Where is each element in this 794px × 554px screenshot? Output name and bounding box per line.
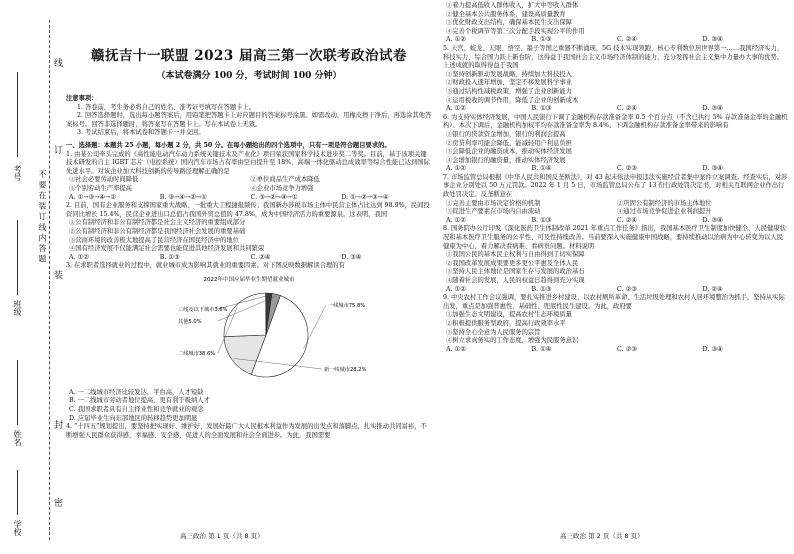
notice-item-3: 3. 考试结束后，将本试卷和答题卡一并交回。 xyxy=(77,129,205,137)
question-stem: 5. 天宫、蛟龙、天眼、悟空、墨子等国之重器不断涌现，5G 技术实现领跑，核心专利数位居世界第一……我国经济实力、科技实力、综合国力跃上新台阶，这得益于我国社会主义市场经济体制的能力，充分发挥社会主义集中力量办大事的优势。上述成就的取得得益于我国 xyxy=(443,44,784,70)
question-stem: 3. 在求职者选择就业的过程中，就业城市成为影响其就业的重要因素。对下图反映数据解读合理的有 xyxy=(66,262,345,270)
statement: ②房贷利率可能会降低，能减轻用户利息负担 xyxy=(446,139,572,147)
field-class: 班级 xyxy=(13,300,22,316)
statement: ①公有制经济和非公有制经济都是社会主义经济的重要组成部分 xyxy=(69,219,246,227)
choice-c: C. ②④ xyxy=(617,216,637,224)
pie-label-3: 二线城市38.6% xyxy=(178,350,216,357)
pie-chart xyxy=(66,271,432,389)
statement: ②健全基本公共服务体系，建设高质量教育 xyxy=(446,10,566,18)
statement: ④树立求真务实的工作态度，增强为民服务意识 xyxy=(446,337,579,345)
choice-row xyxy=(443,165,788,174)
pie-label-5: 其他5.0% xyxy=(178,318,202,325)
binding-mark-1: 线 xyxy=(52,58,62,68)
question-stem: 2. 目前，国有企业服务和支撑国家重大战略，一批重大工程捷报频传；我国新办涉税市场主体中民营主体占比达到 98.9%，民间投资同比增长 15.4%，民营企业进出口总值占我国外贸总值的 47.8%，成为中国经济活力的重要源泉。这表明，我国 xyxy=(66,202,430,218)
statement: ②单位商品生产成本降低 xyxy=(250,176,320,184)
statement: ②财政投入逐年增加，坚定不移发展科学事业 xyxy=(446,79,572,87)
pie-chart-svg xyxy=(66,271,432,389)
statement: ④国有经济发展不仅能满足社会需要也能促进其他经济发展和共同繁荣 xyxy=(69,245,265,253)
choice-c: C. ②④ xyxy=(617,105,637,113)
notice-heading: 注意事项： xyxy=(66,95,98,102)
statement: ②我国改革发展成果要更多更公平惠及全体人民 xyxy=(446,259,579,267)
footer-page-2: 高三政治 第 2 页（共 8 页） xyxy=(560,532,644,540)
choice-d: D. ③④ xyxy=(702,216,723,224)
statement: ①加强生态文明建设，提高农村生态环境质量 xyxy=(446,311,572,319)
choice-row xyxy=(443,346,788,355)
choice-d: D. ②④ xyxy=(702,285,723,293)
chart-title: 2022年中国应届毕业生期望就业城市 xyxy=(203,276,295,283)
statement: ④随着社会的发展，人民的权益日趋得到充分实现 xyxy=(446,277,585,284)
option-c: C. 我国求职者具有自主择业性和竞争就业的观念 xyxy=(69,406,204,414)
choice-d: D. ③④ xyxy=(702,165,723,173)
footer-page-1: 高三政治 第 1 页（共 8 页） xyxy=(180,532,264,540)
question-9 xyxy=(443,294,788,354)
question-8 xyxy=(443,225,788,294)
statement: ①着力提高低收入群体收入，扩大中等收入群体 xyxy=(446,2,579,9)
statement: ③通过结构性减税政策，增强了企业创新能力 xyxy=(446,87,572,95)
choice-b: B. ①④ xyxy=(531,345,552,353)
statement: ③坚持人民主体地位是国家生存与发展的政治基石 xyxy=(446,268,585,276)
question-stem: 7. 市场监管总局根据《中华人民共和国反垄断法》，对 43 起未依法申报违法实施经营者集中案件立案调查。经查实后，对涉事企业分别处以 50 万元罚款。2022 年 1 月 5 日，市场监管总局公布了 13 份行政处罚决定书，对相关互联网企业作出行政处罚决定。反垄断意在 xyxy=(443,173,788,199)
statement: ①银行的贷款资金增加，银行的利润会提高 xyxy=(446,130,566,138)
statement: ②公有制经济和非公有制经济都是我国经济社会发展的重要基础 xyxy=(69,227,246,235)
choice-b: B. ③→④→②→① xyxy=(159,193,207,201)
choice-c: C. ②④ xyxy=(617,36,637,44)
right-column xyxy=(443,2,788,354)
field-name: 姓名 xyxy=(13,430,22,446)
field-exam-number-line xyxy=(17,72,18,157)
left-column xyxy=(66,0,432,440)
pie-label-4: 三线及以下城市3.6% xyxy=(178,306,228,313)
notice-item-1: 1. 答卷前，考生务必将自己的姓名、准考证号填写在答题卡上。 xyxy=(77,103,256,111)
statement-row xyxy=(66,185,432,194)
choice-a: A. ①② xyxy=(446,285,466,293)
field-school: 学校 xyxy=(13,520,22,536)
question-4-continued xyxy=(443,2,788,45)
statement: ③促进生产要素在市场内自由流动 xyxy=(446,208,541,216)
pie-label-1: 一线城市75.8% xyxy=(328,302,366,309)
option-d: D. 应届毕业生向东部地区的转移趋势更加明显 xyxy=(69,414,198,422)
pie-label-2: 新一线城市28.2% xyxy=(324,366,367,373)
statement: ④完善个税调节等第三次分配手段实现公平的作用 xyxy=(446,27,585,35)
exam-title: 赣抚吉十一联盟 2023 届高三第一次联考政治试卷 xyxy=(91,48,407,64)
question-4-stem: 4. “十四五”规划提出，要坚持把实现好、维护好、发展好最广大人民根本利益作为发展的出发点和落脚点，扎实推动共同富裕，不断增强人民群众获得感、幸福感、安全感，促进人的全面发展和社会全面进步。为此，我国需要 xyxy=(66,423,427,439)
question-stem: 1. 由某公司牵头完成的《高性能电动汽车动力系统关键技术及产业化》项目荣获国家科学技术进步奖二等奖。目前，基于该项关键技术研发的自主 IGBT 芯片（电控系统）国内汽车市场占有率由空白提升至 18%，高端一体化驱动总成效率等综合性能已达到国际先进水平。对该企业加大科技创新的传导路径理解正确的是 xyxy=(66,150,430,175)
choice-row xyxy=(443,286,788,295)
binding-margin xyxy=(0,0,62,554)
section-heading: 一、选择题：本题共 25 小题，每小题 2 分，共 50 分。在每小题给出的四个选项中，只有一项是符合题目要求的。 xyxy=(66,141,391,149)
exam-subtitle: （本试卷满分 100 分，考试时间 100 分钟） xyxy=(156,71,342,81)
choice-d: D. ③④ xyxy=(702,36,723,44)
question-1 xyxy=(66,151,432,203)
option-a: A. 一二线城市经济比较发达，平台高，人才短缺 xyxy=(69,388,204,396)
statement: ③个别劳动生产率提高 xyxy=(69,184,132,192)
choice-d: D. ③④ xyxy=(702,105,723,113)
binding-mark-2: 订 xyxy=(52,145,62,155)
choice-row xyxy=(443,36,788,45)
question-7 xyxy=(443,174,788,226)
choice-a: A. ①② xyxy=(446,36,466,44)
statement: ④会增加银行的融资量，推动实体经济发展 xyxy=(446,156,566,164)
choice-d: D. ③④ xyxy=(702,345,723,353)
statement: ③会降低企业的融资成本，推动实体经济发展 xyxy=(446,148,572,156)
choice-b: B. ①③ xyxy=(531,285,552,293)
choice-d: D. ③④ xyxy=(341,253,362,261)
statement: ④通过市场竞争促进企业利润提升 xyxy=(617,208,712,216)
notice-item-2: 2. 回答选择题时，选出每小题答案后，用铅笔把答题卡上对应题目的答案标号涂黑。如需改动，用橡皮擦干净后，再选涂其他答案标号。回答非选择题时，将答案写在答题卡上。写在本试卷上无效。 xyxy=(66,112,432,128)
choice-c: C. ②③ xyxy=(617,285,637,293)
question-5 xyxy=(443,45,788,114)
question-stem: 8. 国务院办公厅印发《深化医药卫生体制改革 2021 年重点工作任务》指出，我国基本医疗卫生制度加快健全，人民健康状况和基本医疗卫生服务的公平性、可及性持续改善。当前要深入实施健康中国战略，要持续推动以治病为中心转变为以人民健康为中心，着力解决看病难、看病贵问题。材料说明 xyxy=(443,225,786,250)
question-3 xyxy=(66,262,432,423)
question-stem: 9. 中央农村工作会议强调，要扎实推进乡村建设，以农村厕所革命、生活垃圾处理和农村人居环境整治为抓手，坚持从实际出发，重点是加强普惠性、基础性、兜底性民生建设。为此，政府要 xyxy=(443,294,785,310)
statement: ②巩固公有制经济的市场主体地位 xyxy=(617,199,712,207)
field-name-line xyxy=(17,360,18,425)
question-6 xyxy=(443,114,788,174)
binding-note: 不 要 在 装 订 线 内 答 题 xyxy=(38,170,47,263)
choice-row xyxy=(66,254,432,263)
notice-block xyxy=(66,95,432,138)
choice-b: B. ①③ xyxy=(531,36,552,44)
statement: ①完善主要由市场决定价格的机制 xyxy=(446,199,541,207)
choice-c: C. ③→②→④→① xyxy=(250,193,298,201)
choice-row xyxy=(66,194,432,203)
statement: ②积极提供服务型政府，提高行政效率水平 xyxy=(446,319,566,327)
statement: ①坚持创新驱动发展战略，持续加大科技投入 xyxy=(446,70,572,78)
choice-b: B. ①③ xyxy=(531,216,552,224)
statement: ③优化财政支出结构，确保基本民生支出保障 xyxy=(446,19,572,27)
statement-row xyxy=(66,176,432,185)
field-exam-number: 考号 xyxy=(13,165,22,181)
statement-row xyxy=(443,200,788,209)
pie-slice-3 xyxy=(224,293,266,337)
statement: ④企业市场竞争力增强 xyxy=(250,184,314,192)
option-b: B. 一二线城市劳动者地位提高，更有利于吸纳人才 xyxy=(69,397,210,405)
question-2 xyxy=(66,202,432,262)
choice-a: A. ①② xyxy=(446,105,466,113)
field-class-line xyxy=(17,220,18,295)
statement: ③坚持全心全意为人民服务的宗旨 xyxy=(446,328,541,336)
statement: ④运用税收的调节作用，降低了企业的创新成本 xyxy=(446,96,579,104)
statement: ①社会必要劳动时间降低 xyxy=(69,176,139,184)
statement: ①我国公民的基本民主权利与自由得到了切实保障 xyxy=(446,251,585,259)
choice-d: D. ①→②→③→④ xyxy=(341,193,389,201)
choice-c: C. ②④ xyxy=(250,253,271,261)
binding-cut-line xyxy=(49,20,50,540)
question-stem: 6. 为支持实体经济发展，中国人民银行下调了金融机构存款准备金率 0.5 个百分点（不含已执行 5% 存款准备金率的金融机构）。本次下调后，金融机构加权平均存款准备金率为 8.4%。下调金融机构存款准备金率带来的影响有 xyxy=(443,113,788,130)
choice-b: B. ①④ xyxy=(531,165,552,173)
statement: ③营商环境的改善极大地提高了民营经济在国民经济中的地位 xyxy=(69,236,240,244)
choice-c: C. ②③ xyxy=(617,345,637,353)
choice-row xyxy=(443,105,788,114)
choice-a: A. ①② xyxy=(446,165,466,173)
binding-mark-3: 装 xyxy=(52,270,62,280)
choice-a: A. ①→③→④→② xyxy=(69,193,116,201)
choice-c: C. ②③ xyxy=(617,165,637,173)
choice-a: A. ①② xyxy=(69,253,89,261)
choice-a: A. ①② xyxy=(446,216,466,224)
choice-b: B. ①③ xyxy=(531,105,552,113)
binding-mark-5: 密 xyxy=(52,498,62,508)
statement-row xyxy=(443,208,788,217)
choice-a: A. ①② xyxy=(446,345,466,353)
binding-mark-4: 封 xyxy=(52,420,62,430)
choice-b: B. ①③ xyxy=(159,253,180,261)
field-school-line xyxy=(17,470,18,515)
